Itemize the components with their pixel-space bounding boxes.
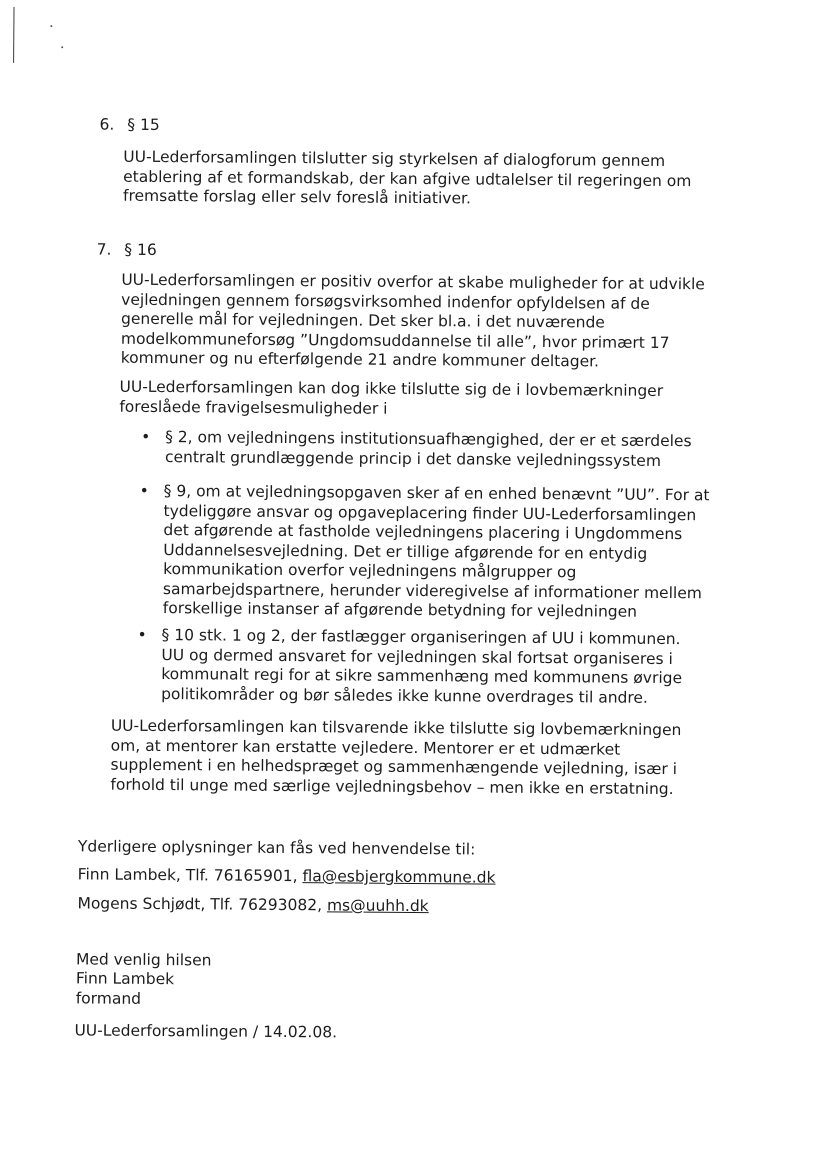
contact-person: Mogens Schjødt, Tlf. 76293082, (77, 894, 328, 915)
item-7-paragraph-2 (119, 378, 663, 421)
text-line: Uddannelsesvejledning. Det er tillige afgørende for en entydig (163, 540, 648, 563)
bullet-icon: • (139, 481, 149, 500)
item-6-heading (100, 116, 160, 135)
text-line: centralt grundlæggende princip i det danske vejledningssystem (164, 447, 662, 470)
text-line: forskellige instanser af afgørende betydning for vejledningen (162, 599, 638, 621)
signatory-title: formand (75, 989, 142, 1008)
text-line: UU-Lederforsamlingen tilslutter sig styrkelsen af dialogforum gennem (123, 147, 666, 170)
item-7-paragraph-1 (121, 271, 705, 373)
bullet-item (137, 625, 683, 708)
text-line: UU-Lederforsamlingen kan tilsvarende ikke tilslutte sig lovbemærkningen (110, 716, 682, 740)
scan-speck (50, 25, 52, 27)
section-reference: § 15 (127, 115, 160, 134)
text-line: kommunalt regi for at sikre sammenhæng med kommunens øvrige (161, 665, 683, 688)
text-line: politikområder og bør således ikke kunne overdrages til andre. (161, 684, 648, 707)
item-6-paragraph (123, 148, 692, 211)
scan-speck (61, 46, 63, 48)
text-line: § 10 stk. 1 og 2, der fastlægger organiseringen af UU i kommunen. (161, 626, 681, 649)
text-line: forhold til unge med særlige vejledningsbehov – men ikke en erstatning. (110, 775, 674, 798)
text-line: kommuner og nu efterfølgende 21 andre kommuner deltager. (120, 348, 600, 371)
scan-edge-line (13, 7, 14, 63)
bullet-icon: • (137, 625, 147, 644)
bullet-item (141, 427, 692, 471)
text-line: generelle mål for vejledningen. Det sker bl.a. i det nuværende (121, 309, 605, 332)
bullet-icon: • (141, 427, 151, 446)
text-line: UU-Lederforsamlingen er positiv overfor at skabe muligheder for at udvikle (121, 270, 705, 294)
contact-line-2 (77, 893, 428, 916)
text-line: etablering af et formandskab, der kan afgive udtalelser til regeringen om (123, 167, 692, 190)
text-line: kommunikation overfor vejledningens målgrupper og (163, 560, 577, 582)
contact-person: Finn Lambek, Tlf. 76165901, (77, 865, 303, 886)
text-line: vejledningen gennem forsøgsvirksomhed indenfor opfyldelsen af de (121, 290, 650, 313)
text-line: supplement i en helhedspræget og sammenhængende vejledning, især i (110, 755, 678, 779)
text-line: modelkommuneforsøg ”Ungdomsuddannelse til alle”, hvor primært 17 (120, 329, 670, 352)
text-line: § 2, om vejledningens institutionsuafhængighed, der er et særdeles (165, 428, 692, 451)
text-line: samarbejdspartnere, herunder videregivelse af informationer mellem (162, 579, 702, 602)
signatory-name: Finn Lambek (75, 969, 175, 989)
contact-line-1 (78, 864, 496, 887)
contact-intro: Yderligere oplysninger kan fås ved henvendelse til: (77, 837, 476, 859)
document-footer: UU-Lederforsamlingen / 14.02.08. (74, 1021, 338, 1042)
closing-greeting: Med venlig hilsen (75, 950, 212, 970)
item-number: 7. (96, 240, 112, 259)
text-line: foreslåede fravigelsesmuligheder i (119, 397, 388, 418)
text-line: fremsatte forslag eller selv foreslå initiativer. (122, 186, 471, 208)
item-7-heading (97, 241, 157, 260)
email-link[interactable]: fla@esbjergkommune.dk (302, 867, 496, 887)
text-line: UU og dermed ansvaret for vejledningen skal fortsat organiseres i (161, 645, 673, 668)
text-line: UU-Lederforsamlingen kan dog ikke tilslutte sig de i lovbemærkninger (119, 377, 664, 400)
bullet-item (139, 481, 710, 623)
section-reference: § 16 (124, 240, 157, 259)
email-link[interactable]: ms@uuhh.dk (326, 896, 429, 916)
item-number: 6. (99, 115, 115, 134)
item-7-closing-paragraph (110, 717, 681, 799)
text-line: det afgørende at fastholde vejledningens placering i Ungdommens (163, 521, 683, 544)
text-line: tydeliggøre ansvar og opgaveplacering finder UU-Lederforsamlingen (163, 501, 697, 524)
text-line: § 9, om at vejledningsopgaven sker af en enhed benævnt ”UU”. For at (163, 482, 710, 505)
text-line: om, at mentorer kan erstatte vejledere. Mentorer er et udmærket (110, 736, 621, 759)
